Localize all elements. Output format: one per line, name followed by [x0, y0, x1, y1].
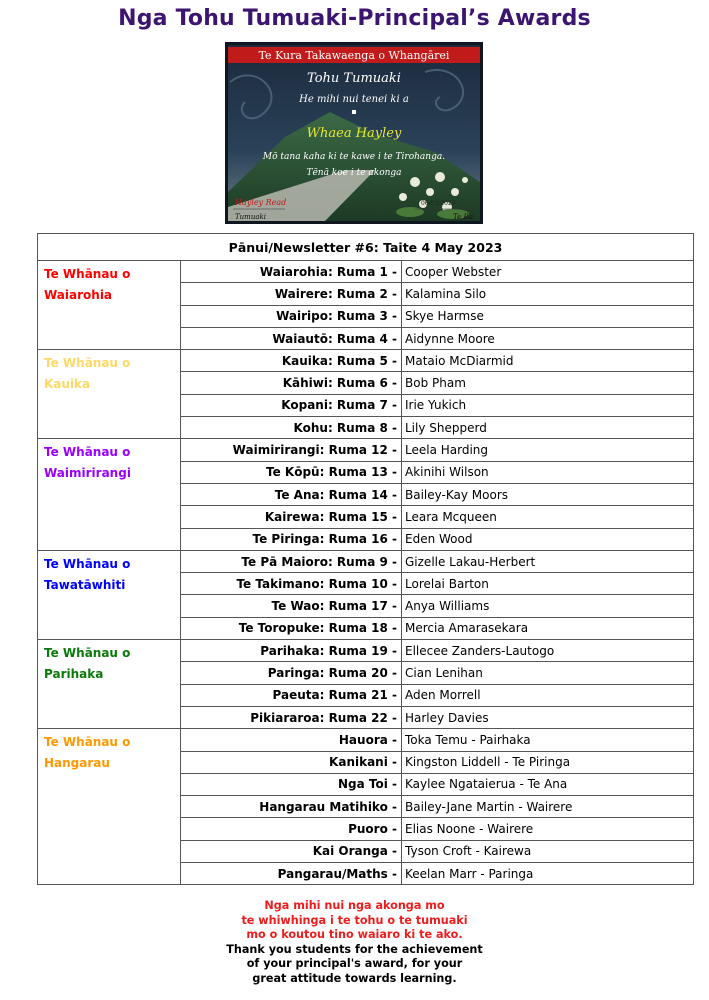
class-name: Puoro - [181, 818, 402, 840]
class-name: Waiarohia: Ruma 1 - [181, 261, 402, 283]
class-name: Kāhiwi: Ruma 6 - [181, 372, 402, 394]
student-name: Elias Noone - Wairere [402, 818, 694, 840]
class-name: Kohu: Ruma 8 - [181, 417, 402, 439]
class-name: Kairewa: Ruma 15 - [181, 506, 402, 528]
whanau-name [38, 729, 181, 885]
table-row [38, 729, 694, 751]
footer-english-1: Thank you students for the achievement [226, 942, 483, 956]
whanau-name-line1: Te Whānau o [44, 445, 131, 460]
class-name: Nga Toi - [181, 773, 402, 795]
footer-maori-1: Nga mihi nui nga akonga mo [264, 899, 445, 912]
class-name: Wairipo: Ruma 3 - [181, 305, 402, 327]
student-name: Skye Harmse [402, 305, 694, 327]
class-name: Te Ana: Ruma 14 - [181, 483, 402, 505]
table-row [38, 550, 694, 572]
student-name: Irie Yukich [402, 394, 694, 416]
class-name: Kauika: Ruma 5 - [181, 350, 402, 372]
student-name: Anya Williams [402, 595, 694, 617]
student-name: Kaylee Ngataierua - Te Ana [402, 773, 694, 795]
student-name: Cooper Webster [402, 261, 694, 283]
whanau-name-line1: Te Whānau o [44, 735, 131, 750]
certificate-school: Te Kura Takawaenga o Whangārei [258, 49, 450, 62]
student-name: Toka Temu - Pairhaka [402, 729, 694, 751]
class-name: Te Kōpū: Ruma 13 - [181, 461, 402, 483]
student-name: Akinihi Wilson [402, 461, 694, 483]
class-name: Te Toropuke: Ruma 18 - [181, 617, 402, 639]
student-name: Keelan Marr - Paringa [402, 863, 694, 885]
student-name: Lorelai Barton [402, 573, 694, 595]
whanau-name [38, 350, 181, 439]
whanau-name [38, 261, 181, 350]
class-name: Te Takimano: Ruma 10 - [181, 573, 402, 595]
page-title: Nga Tohu Tumuaki-Principal’s Awards [118, 6, 591, 31]
student-name: Gizelle Lakau-Herbert [402, 550, 694, 572]
class-name: Hauora - [181, 729, 402, 751]
class-name: Waiautō: Ruma 4 - [181, 327, 402, 349]
student-name: Tyson Croft - Kairewa [402, 840, 694, 862]
whanau-name-line2: Parihaka [44, 667, 104, 682]
certificate-award: Tohu Tumuaki [307, 71, 401, 86]
student-name: Leela Harding [402, 439, 694, 461]
whanau-name-line1: Te Whānau o [44, 646, 131, 661]
class-name: Kai Oranga - [181, 840, 402, 862]
certificate-line2: Mō tana kaha ki te kawe i te Tirohanga. [262, 152, 446, 162]
student-name: Eden Wood [402, 528, 694, 550]
certificate-date: 06/03/2023 [421, 200, 456, 207]
student-name: Harley Davies [402, 706, 694, 728]
whanau-name [38, 640, 181, 729]
certificate-line1: He mihi nui tenei ki a [299, 94, 409, 105]
whanau-name-line2: Waimirirangi [44, 466, 131, 481]
footer-english-3: great attitude towards learning. [252, 971, 457, 985]
student-name: Kingston Liddell - Te Piringa [402, 751, 694, 773]
table-row [38, 261, 694, 283]
certificate-line3: Tēnā koe i te akonga [306, 168, 402, 178]
table-row [38, 350, 694, 372]
footer-maori-3: mo o koutou tino waiaro ki te ako. [246, 928, 463, 942]
whanau-name-line1: Te Whānau o [44, 356, 131, 371]
whanau-name-line2: Kauika [44, 377, 91, 392]
class-name: Paringa: Ruma 20 - [181, 662, 402, 684]
whanau-name [38, 550, 181, 639]
whanau-name-line2: Tawatāwhiti [44, 577, 126, 592]
student-name: Leara Mcqueen [402, 506, 694, 528]
class-name: Te Pā Maioro: Ruma 9 - [181, 550, 402, 572]
class-name: Parihaka: Ruma 19 - [181, 640, 402, 662]
class-name: Pangarau/Maths - [181, 863, 402, 885]
table-row [38, 640, 694, 662]
student-name: Bailey-Kay Moors [402, 483, 694, 505]
awards-table [37, 233, 694, 885]
class-name: Waimirirangi: Ruma 12 - [181, 439, 402, 461]
whanau-name-line1: Te Whānau o [44, 267, 131, 281]
table-row [38, 439, 694, 461]
class-name: Wairere: Ruma 2 - [181, 283, 402, 305]
certificate-signature: Hayley Read [235, 198, 287, 207]
student-name: Aidynne Moore [402, 327, 694, 349]
whanau-name-line1: Te Whānau o [44, 556, 131, 571]
student-name: Kalamina Silo [402, 283, 694, 305]
whanau-name-line2: Waiarohia [44, 288, 113, 302]
class-name: Kopani: Ruma 7 - [181, 394, 402, 416]
footer-maori-2: te whiwhinga i te tohu o te tumuaki [241, 913, 468, 927]
student-name: Bob Pham [402, 372, 694, 394]
whanau-name [38, 439, 181, 550]
student-name: Mercia Amarasekara [402, 617, 694, 639]
newsletter-header: Pānui/Newsletter #6: Taite 4 May 2023 [38, 234, 694, 261]
whanau-name-line2: Hangarau [44, 756, 110, 771]
class-name: Pikiararoa: Ruma 22 - [181, 706, 402, 728]
certificate-te-ra: Te Ra [453, 213, 474, 221]
certificate-image [225, 42, 483, 224]
student-name: Cian Lenihan [402, 662, 694, 684]
student-name: Lily Shepperd [402, 417, 694, 439]
student-name: Aden Morrell [402, 684, 694, 706]
certificate-sig-label: Tumuaki [235, 213, 266, 221]
class-name: Paeuta: Ruma 21 - [181, 684, 402, 706]
student-name: Bailey-Jane Martin - Wairere [402, 796, 694, 818]
class-name: Te Piringa: Ruma 16 - [181, 528, 402, 550]
class-name: Te Wao: Ruma 17 - [181, 595, 402, 617]
certificate-recipient: Whaea Hayley [306, 126, 402, 141]
newsletter-header-row [38, 234, 694, 261]
class-name: Hangarau Matihiko - [181, 796, 402, 818]
footer-message [0, 899, 709, 987]
class-name: Kanikani - [181, 751, 402, 773]
student-name: Ellecee Zanders-Lautogo [402, 640, 694, 662]
student-name: Mataio McDiarmid [402, 350, 694, 372]
footer-english-2: of your principal's award, for your [246, 957, 463, 971]
